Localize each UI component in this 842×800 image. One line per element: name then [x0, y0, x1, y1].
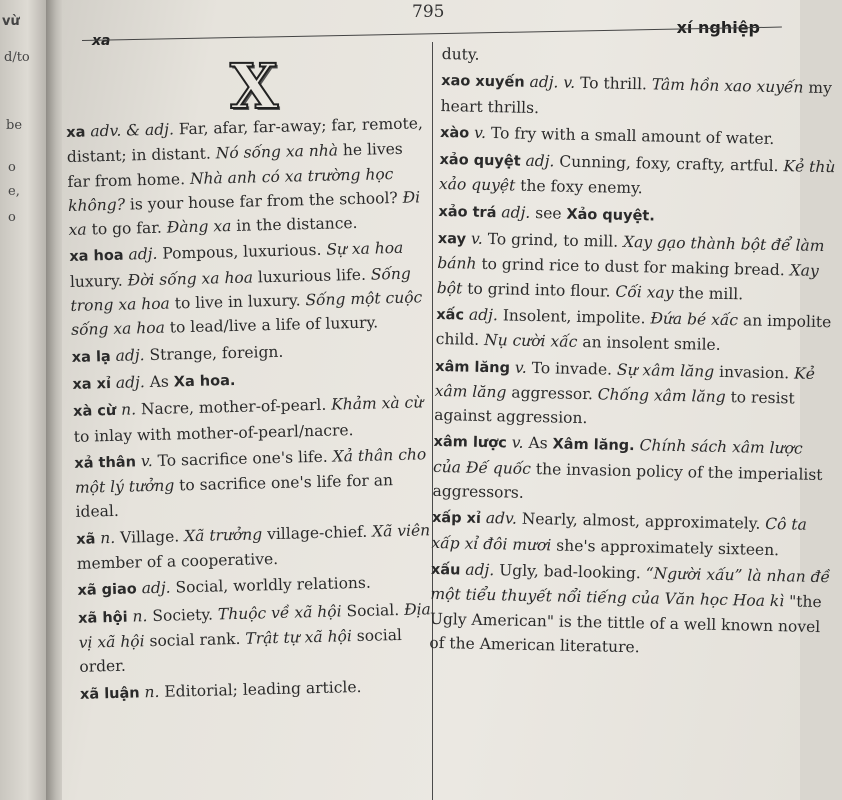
definition-text: to inlay with mother-of-pearl/nacre.	[73, 420, 354, 446]
dictionary-page	[62, 0, 836, 800]
definition-text: duty.	[441, 44, 480, 64]
example-phrase: Địa vị xã hội	[78, 599, 432, 652]
dictionary-entry	[74, 442, 438, 525]
part-of-speech: n.	[100, 528, 116, 548]
example-phrase: Xay gạo thành bột để làm bánh	[437, 232, 825, 274]
part-of-speech: adj. v.	[529, 73, 576, 93]
definition-text: Society.	[147, 605, 219, 625]
entry-headword: xa hoa	[69, 248, 124, 266]
definition-text: Editorial; leading article.	[159, 677, 362, 701]
definition-text: an impolite child.	[435, 311, 832, 350]
part-of-speech: adj.	[525, 151, 555, 171]
part-of-speech: adj.	[115, 373, 146, 392]
definition-text: see	[530, 203, 567, 223]
definition-text: in the distance.	[231, 214, 358, 236]
example-phrase: Cô ta xấp xỉ đôi mươi	[431, 515, 808, 555]
example-phrase: Sống trong xa hoa	[70, 264, 412, 316]
right-column	[429, 42, 842, 665]
definition-text: to resist against aggression.	[433, 387, 795, 428]
entry-headword: xã giao	[77, 581, 137, 600]
dictionary-entry	[66, 111, 431, 242]
dictionary-entry	[73, 390, 436, 448]
entry-headword: xào	[439, 124, 470, 142]
entry-headword: xả thân	[74, 454, 137, 472]
definition-text: member of a cooperative.	[76, 549, 279, 573]
example-phrase: Sự xa hoa	[326, 239, 404, 260]
definition-text: my heart thrills.	[440, 78, 833, 117]
facing-page-fragment: o	[8, 160, 16, 175]
definition-text: the invasion policy of the imperialist aggressors.	[432, 459, 823, 502]
dictionary-entry	[437, 226, 838, 308]
example-phrase: Cối xay	[615, 282, 674, 302]
example-phrase: Trật tự xã hội	[245, 627, 353, 648]
dictionary-entry	[439, 147, 840, 205]
entry-headword: xa	[66, 124, 86, 141]
definition-text: luxurious life.	[252, 265, 372, 287]
definition-text: village-chief.	[261, 522, 373, 544]
part-of-speech: v.	[514, 358, 527, 377]
dictionary-entry	[440, 68, 841, 126]
part-of-speech: adj.	[115, 345, 145, 365]
guide-word-first: xa	[92, 33, 111, 49]
example-phrase: Sống một cuộc sống xa hoa	[70, 288, 423, 340]
example-phrase: Kẻ xâm lăng	[434, 364, 816, 402]
definition-text: to lead/live a life of luxury.	[164, 313, 379, 338]
facing-page-fragment: o	[8, 210, 16, 225]
dictionary-entry	[436, 302, 837, 360]
entry-headword: xã luận	[79, 684, 140, 703]
left-column	[66, 111, 442, 708]
definition-text: to go far.	[86, 218, 168, 239]
definition-text: invasion.	[714, 362, 795, 383]
part-of-speech: v.	[511, 434, 524, 453]
example-phrase: Nó sống xa nhà	[215, 141, 339, 163]
definition-text: to sacrifice one's life for an ideal.	[75, 471, 394, 522]
cross-reference: Xâm lăng.	[552, 436, 635, 455]
example-phrase: Xã viên	[371, 520, 431, 541]
dictionary-entry	[434, 353, 835, 435]
definition-text: luxury.	[69, 271, 128, 291]
part-of-speech: adj.	[465, 560, 495, 580]
entry-headword: xâm lược	[433, 434, 507, 452]
entry-headword: xảo quyệt	[439, 152, 521, 170]
entry-headword: xà cừ	[72, 403, 117, 421]
definition-text: she's approximately sixteen.	[551, 536, 780, 559]
example-phrase: Nhà anh có xa trường học không?	[67, 164, 394, 215]
dictionary-entry	[69, 236, 433, 343]
definition-text: To grind, to mill.	[482, 229, 624, 251]
part-of-speech: adj.	[128, 245, 158, 264]
definition-text: Strange, foreign.	[144, 342, 284, 364]
example-phrase: Xã trưởng	[183, 525, 263, 545]
definition-text: Pompous, luxurious.	[157, 241, 327, 264]
example-phrase: Thuộc về xã hội	[217, 602, 342, 624]
definition-text: Social, worldly relations.	[170, 574, 372, 597]
definition-text: Nearly, almost, approximately.	[516, 510, 766, 534]
definition-text: he lives far from home.	[67, 140, 403, 191]
entry-headword: xâm lăng	[435, 358, 511, 377]
example-phrase: Sự xâm lăng	[616, 360, 715, 381]
example-phrase: Nụ cười xấc	[483, 331, 578, 352]
facing-page-edge	[0, 0, 46, 800]
dictionary-entry	[432, 429, 833, 511]
dictionary-entry	[78, 597, 442, 680]
definition-text: Social.	[341, 600, 405, 621]
definition-text: As	[523, 434, 553, 453]
example-phrase: Xả thân cho một lý tưởng	[74, 445, 427, 498]
entry-headword: xao xuyến	[441, 73, 525, 92]
part-of-speech: n.	[132, 606, 148, 626]
example-phrase: “Người xấu” là nhan đề một tiểu thuyết nổi tiếng của Văn học Hoa kì	[430, 564, 831, 611]
definition-text: Cunning, foxy, crafty, artful.	[554, 152, 784, 176]
part-of-speech: adv.	[485, 509, 518, 529]
part-of-speech: n.	[120, 400, 137, 420]
facing-page-fragment: e,	[8, 184, 20, 199]
definition-text: Village.	[114, 526, 185, 547]
definition-text: is your house far from the school?	[124, 188, 403, 214]
entry-headword: xấc	[436, 306, 465, 324]
definition-text: to grind into flour.	[462, 279, 616, 301]
example-phrase: Đi xa	[68, 188, 421, 240]
cross-reference: Xa hoa.	[173, 372, 236, 391]
entry-headword: xay	[437, 231, 467, 248]
facing-page-fragment: d/to	[4, 50, 30, 65]
definition-text: To thrill.	[575, 74, 653, 94]
part-of-speech: v.	[140, 451, 153, 471]
definition-text: Nacre, mother-of-pearl.	[135, 395, 332, 419]
definition-text: As	[144, 372, 175, 392]
dictionary-entry	[76, 518, 439, 576]
example-phrase: Xay bột	[436, 261, 819, 298]
part-of-speech: v.	[473, 123, 487, 142]
definition-text: Ugly, bad-looking.	[494, 561, 646, 583]
part-of-speech: adj.	[501, 203, 531, 222]
entry-headword: xa xỉ	[72, 375, 112, 393]
part-of-speech: adv. & adj.	[90, 120, 175, 141]
entry-headword: xã hội	[77, 609, 128, 627]
example-phrase: Đứa bé xấc	[650, 309, 739, 330]
entry-headword: xảo trá	[438, 203, 497, 221]
cross-reference: Xảo quyệt.	[566, 206, 655, 225]
example-phrase: Khảm xà cừ	[331, 393, 424, 414]
example-phrase: Tâm hồn xao xuyến	[651, 75, 804, 97]
dictionary-entry	[431, 505, 832, 563]
definition-text: "the Ugly American" is the tittle of a well known novel of the American literature.	[429, 592, 822, 657]
entry-headword: xa lạ	[71, 348, 111, 366]
example-phrase: Kẻ thù xảo quyệt	[438, 157, 836, 196]
facing-page-fragment: be	[6, 118, 23, 133]
example-phrase: Đàng xa	[166, 217, 232, 237]
part-of-speech: adj.	[468, 305, 499, 325]
definition-text: Far, afar, far-away; far, remote, distant; in distant.	[66, 114, 424, 167]
definition-text: an insolent smile.	[577, 333, 721, 355]
page-number: 795	[412, 2, 445, 22]
definition-text: the mill.	[673, 283, 744, 304]
definition-text: To sacrifice one's life.	[152, 447, 333, 470]
section-letter-block	[230, 50, 279, 123]
definition-text: the foxy enemy.	[515, 177, 643, 198]
part-of-speech: n.	[144, 682, 160, 701]
definition-text: aggressor.	[506, 383, 598, 404]
dictionary-entry	[429, 557, 831, 664]
entry-headword: xấp xỉ	[431, 510, 482, 528]
definition-text: social order.	[79, 625, 403, 677]
part-of-speech: adj.	[141, 578, 171, 598]
definition-text: To fry with a small amount of water.	[485, 123, 775, 148]
definition-text: to live in luxury.	[169, 291, 306, 313]
guide-word-last: xí nghiệp	[676, 18, 760, 37]
definition-text: Insolent, impolite.	[497, 306, 651, 328]
example-phrase: Chính sách xâm lược của Đế quốc	[432, 436, 803, 478]
entry-headword: xấu	[430, 561, 461, 579]
part-of-speech: v.	[470, 229, 484, 248]
example-phrase: Chống xâm lăng	[597, 385, 726, 406]
definition-text: To invade.	[526, 358, 618, 379]
section-letter: X	[230, 50, 279, 123]
entry-headword: xã	[76, 531, 96, 548]
definition-text: social rank.	[144, 629, 246, 651]
example-phrase: Đời sống xa hoa	[127, 268, 254, 290]
definition-text: to grind rice to dust for making bread.	[476, 255, 790, 280]
facing-page-fragment: vừ	[2, 14, 20, 29]
